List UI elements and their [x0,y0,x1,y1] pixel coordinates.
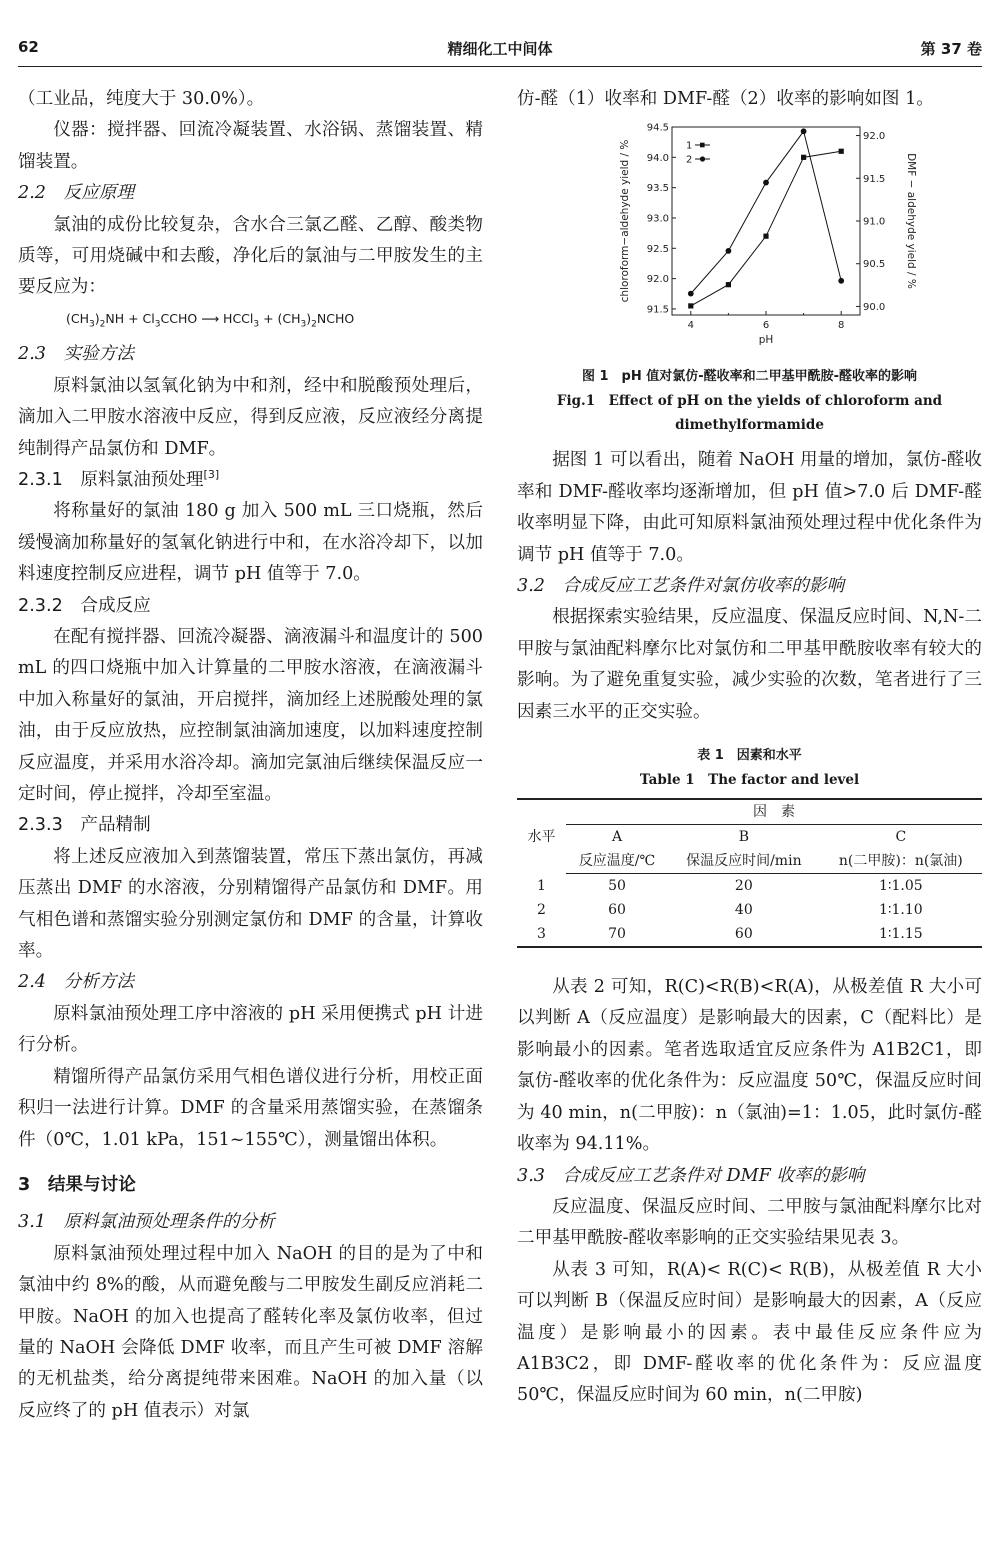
paragraph: 在配有搅拌器、回流冷凝器、滴液漏斗和温度计的 500 mL 的四口烧瓶中加入计算量的二甲胺水溶液，在滴液漏斗中加入称量好的氯油，开启搅拌，滴加经上述脱酸处理的氯油，由于反应放热，应控制氯油滴加速度，以加料速度控制反应温度，并采用水浴冷却。滴加完氯油后继续保温反应一定时间，停止搅拌，冷却至室温。 [18,627,483,805]
section-heading: 3.2 合成反应工艺条件对氯仿收率的影响 [517,576,845,597]
series-2-point [763,180,769,186]
table-caption-cn: 表 1 因素和水平 [697,748,802,764]
series-line-2 [691,132,841,294]
y-left-tick-label: 93.5 [646,183,669,195]
page-header [18,26,982,66]
table-row [517,898,982,922]
paragraph: 从表 2 可知，R(C)<R(B)<R(A)，从极差值 R 大小可以判断 A（反应温度）是影响最大的因素，C（配料比）是影响最小的因素。笔者选取适宜反应条件为 A1B2C1，即氯仿-醛收率的优化条件为：反应温度 50℃，保温反应时间为 40 min，n(二甲胺)：n（氯油)=1：1.05，此时氯仿-醛收率为 94.11%。 [517,977,982,1155]
table-cell: 50 [608,878,626,895]
table-cell: 2 [537,902,546,919]
paragraph: 将称量好的氯油 180 g 加入 500 mL 三口烧瓶，然后缓慢滴加称量好的氢氧化钠进行中和，在水浴冷却下，以加料速度控制反应进程，调节 pH 值等于 7.0。 [18,501,483,585]
legend-label: 2 [686,154,693,166]
table-row [517,922,982,947]
volume-label: 第 37 卷 [920,40,982,58]
paragraph: 原料氯油以氢氧化钠为中和剂，经中和脱酸预处理后，滴加入二甲胺水溶液中反应，得到反应液，反应液经分离提纯制得产品氯仿和 DMF。 [18,375,483,459]
y-left-tick-label: 93.0 [646,213,669,225]
section-heading: 3 结果与讨论 [18,1174,136,1195]
table-header-cell: B [738,829,749,846]
series-2-point [838,278,844,284]
y-left-tick-label: 94.5 [646,122,669,134]
paragraph: 反应温度、保温反应时间、二甲胺与氯油配料摩尔比对二甲基甲酰胺-醛收率影响的正交实验结果见表 3。 [517,1196,982,1249]
y-right-tick-label: 90.0 [863,302,886,314]
section-heading: 2.3.2 合成反应 [18,595,151,616]
table-cell: 60 [608,902,626,919]
series-2-point [688,291,694,297]
y-right-tick-label: 90.5 [863,259,886,271]
table-cell: 70 [566,922,668,947]
journal-title: 精细化工中间体 [447,40,553,58]
figure-caption-en: Fig.1 Effect of pH on the yields of chloroform and [556,393,943,410]
table-cell: 1∶1.05 [878,878,923,895]
series-1-point [839,149,844,154]
reaction-equation: $(CH_3)_2NH$ + $Cl_3CCHO$ ⟶ HCCl$_3$ + $(CH_3)_2NCHO$ [66,310,355,330]
table-cell: 40 [734,902,753,919]
table-cell: 20 [734,878,753,895]
series-2-point [726,248,732,254]
table-header-cell: 反应温度/℃ [566,849,668,874]
table-header-cell: 保温反应时间/min [668,849,820,874]
y-right-axis-label: DMF − aldehyde yield / % [905,153,917,290]
y-right-tick-label: 91.0 [863,216,886,228]
paragraph: 据图 1 可以看出，随着 NaOH 用量的增加，氯仿-醛收率和 DMF-醛收率均逐渐增加，但 pH 值>7.0 后 DMF-醛收率明显下降，由此可知原料氯油预处理过程中优化条件为调节 pH 值等于 7.0。 [517,450,982,565]
paragraph: 氯油的成份比较复杂，含水合三氯乙醛、乙醇、酸类物质等，可用烧碱中和去酸，净化后的氯油与二甲胺发生的主要反应为： [18,214,483,298]
plot-frame [672,127,860,315]
series-1-point [726,282,731,287]
y-right-tick-label: 92.0 [863,131,886,143]
header-rule [18,66,982,67]
paragraph: 根据探索实验结果，反应温度、保温反应时间、N,N-二甲胺与氯油配料摩尔比对氯仿和二甲基甲酰胺收率有较大的影响。为了避免重复实验，减少实验的次数，笔者进行了三因素三水平的正交实验。 [517,607,982,722]
section-heading: 2.3.1 原料氯油预处理[3] [18,468,220,490]
figure-caption-en: dimethylformamide [675,417,824,434]
paragraph: 原料氯油预处理工序中溶液的 pH 采用便携式 pH 计进行分析。 [18,1003,483,1056]
paragraph: 仿-醛（1）收率和 DMF-醛（2）收率的影响如图 1。 [517,89,934,109]
paragraph: 从表 3 可知，R(A)< R(C)< R(B)，从极差值 R 大小可以判断 B（保温反应时间）是影响最大的因素，A（反应温度）是影响最小的因素。表中最佳反应条件应为 A1B3C2，即 DMF-醛收率的优化条件为：反应温度 50℃，保温反应时间为 60 min，n(二甲胺) [517,1259,982,1406]
legend-marker [700,157,705,162]
y-left-tick-label: 92.5 [646,244,669,256]
series-1-point [801,155,806,160]
series-1-point [688,304,693,309]
legend-label: 1 [686,140,693,152]
table-cell: 60 [668,922,820,947]
table-cell: 1∶1.10 [878,902,923,919]
y-left-tick-label: 92.0 [646,274,669,286]
series-1-point [763,234,768,239]
page-number: 62 [18,38,39,56]
x-tick-label: 8 [838,320,845,332]
factor-level-table [517,798,982,948]
x-tick-label: 6 [762,320,770,332]
chart-svg [517,115,982,365]
section-heading: 3.3 合成反应工艺条件对 DMF 收率的影响 [517,1165,865,1186]
table-header-level: 水平 [517,799,566,874]
y-left-axis-label: chloroform−aldehyde yield / % [619,140,631,303]
table-row [517,874,982,899]
section-heading: 2.3 实验方法 [18,344,134,365]
paragraph: 原料氯油预处理过程中加入 NaOH 的目的是为了中和氯油中约 8%的酸，从而避免酸与二甲胺发生副反应消耗二甲胺。NaOH 的加入也提高了醛转化率及氯仿收率，但过量的 NaOH 会降低 DMF 收率，而且产生可被 DMF 溶解的无机盐类，给分离提纯带来困难。NaOH 的加入量（以反应终了的 pH 值表示）对氯 [18,1243,483,1421]
paragraph: 精馏所得产品氯仿采用气相色谱仪进行分析，用校正面积归一法进行计算。DMF 的含量采用蒸馏实验，在蒸馏条件（0℃，1.01 kPa，151~155℃），测量馏出体积。 [18,1066,483,1150]
paragraph: （工业品，纯度大于 30.0%）。 [18,89,265,109]
section-heading: 2.4 分析方法 [18,972,134,993]
figure-1-chart [517,115,982,365]
figure-caption-cn: 图 1 pH 值对氯仿-醛收率和二甲基甲酰胺-醛收率的影响 [581,369,918,385]
paragraph: 将上述反应液加入到蒸馏装置，常压下蒸出氯仿，再减压蒸出 DMF 的水溶液，分别精馏得产品氯仿和 DMF。用气相色谱和蒸馏实验分别测定氯仿和 DMF 的含量，计算收率。 [18,846,483,962]
paragraph: 仪器：搅拌器、回流冷凝装置、水浴锅、蒸馏装置、精馏装置。 [18,120,483,172]
table-header-cell: A [611,829,623,846]
table-cell: 3 [517,922,566,947]
right-column [517,84,982,1412]
x-tick-label: 4 [687,320,694,332]
legend-marker [700,143,705,148]
series-2-point [801,129,807,135]
table-header-factor: 因 素 [566,799,982,825]
table-header-cell: n(二甲胺)：n(氯油) [820,849,982,874]
y-right-tick-label: 91.5 [863,174,886,186]
section-heading: 2.2 反应原理 [18,183,134,204]
table-caption-en: Table 1 The factor and level [639,772,860,789]
table-cell: 1∶1.15 [820,922,982,947]
left-column [18,84,483,1427]
table-header-cell: C [895,829,907,846]
x-axis-label: pH [758,334,774,347]
section-heading: 3.1 原料氯油预处理条件的分析 [18,1212,275,1233]
y-left-tick-label: 91.5 [646,304,669,316]
table-cell: 1 [537,877,546,894]
section-heading: 2.3.3 产品精制 [18,815,151,836]
series-line-1 [691,152,841,307]
y-left-tick-label: 94.0 [646,153,669,165]
